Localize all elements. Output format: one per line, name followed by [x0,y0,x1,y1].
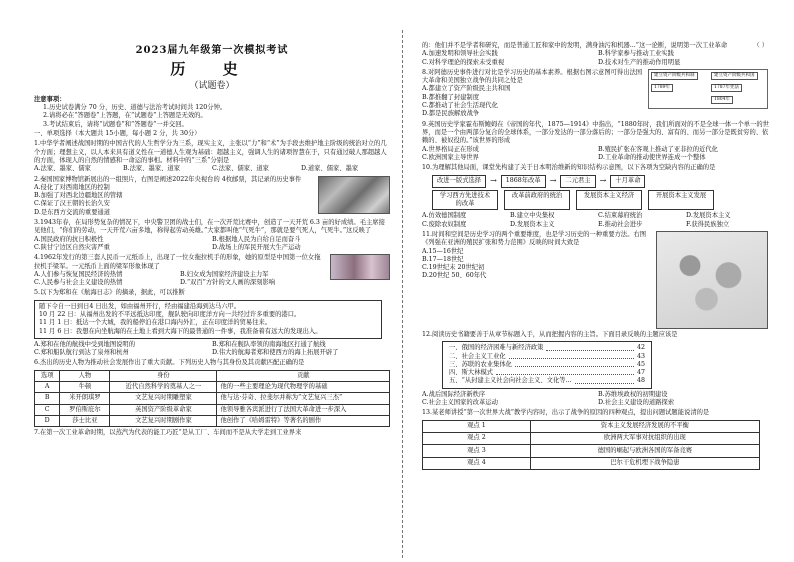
option-a: A.战后国际经济新秩序 [422,390,486,398]
option-a: A.15—16世纪 [422,247,464,255]
flow-box: 开展资本主义发展 [648,190,714,211]
question-2-stem: 2.秦国国家博物馆新展出的一组照片，右图是阐述2022年央视台的 4枚邮票，其记录的历史事件 [34,175,302,183]
option-c: C.都推动了社会生活现代化 [422,102,498,110]
option-a: A.世界格局正在形成 [422,145,479,153]
question-13-stem: 13.某老师讲授“第一次世界大战”教学内容时，出示了战争的原因的四种观点，提出问题试题能说清的是 [422,409,710,417]
question-10-options-row2 [422,221,774,229]
question-5 [34,289,390,357]
question-1-options [34,165,390,173]
option-f: F.获得民族独立 [686,220,730,228]
question-7-stem-continued: 的：他们并不是学者和研究，而是普通工匠和家中的发明，满身油污和机器...”这一论断，说明第一次工业革命 （ ） [422,42,768,49]
diagram-box: 1789年 [651,84,673,92]
option-d: D.技术对生产的推动作用明显 [598,58,681,66]
column-divider [402,30,403,558]
left-column [34,44,390,438]
table-cell: 文艺复兴时期剧作家 [110,415,217,426]
table-row [35,393,390,404]
question-1-stem: 1.中华学者阐述战国时期的中国古代的人生哲学分为三系，现实主义，主张以“力”和“术”为手段去维护地主阶级的统治对立的几个方面；理想主义，以人本来具有道义性在一道德人生观为基础：超越主义，强调人生的诸项智慧在于，只有通过破人那超越人的方面，体现人的自然的情感和一命运的事相。材料中的“三系”分别是 [34,140,387,164]
notes-title: 注意事项： [34,95,66,103]
flow-box: 学习西方先进技术的改革 [432,190,498,211]
flow-box: 1868年改革 [501,175,546,187]
question-4-options [34,271,326,288]
option-c: C.保证了汉王朝的长治久安 [34,200,110,208]
comparison-diagram [648,69,768,109]
table-row [423,420,760,432]
question-12 [422,331,774,407]
question-11-stem: 11.时间和空间是历史学习的两个重要维度，也是学习历史的一种重要方法。右图《列强在亚洲的殖民扩张和势力范围》反映的时间大致是 [422,230,647,247]
option-d: D.20世纪 50、60年代 [422,272,487,280]
option-b: B.殖民扩张在客观上推动了亚非拉的近代化 [598,145,718,153]
note-1: 1.历史试卷满分 70 分，历史、道德与法治考试时间共 120分钟。 [43,104,227,112]
option-d: D.是东西方交流的重要通道 [34,208,111,216]
option-c: C.社会主义国家的改革运动 [422,399,498,407]
option-a: A.侵化了对西南地区的控制 [34,183,110,191]
table-header: 人物 [60,370,110,381]
question-13 [422,409,774,469]
arrow-right-icon: → [549,176,557,186]
question-2 [34,176,390,217]
option-c2: C.废除农奴制度 [422,220,467,228]
option-a: A.人们参与恢复国民经济的热情 [34,270,123,278]
table-cell: 他领导雅各宾派进行了法国大革命进一步深入 [217,404,390,415]
option-d2: D.发展资本主义 [510,220,555,228]
option-c: C.欧洲国家主导世界 [422,153,479,161]
table-header: 身份 [110,370,217,381]
question-10-options [422,212,774,220]
table-cell: 莎士比亚 [60,415,110,426]
table-row [35,415,390,426]
table-cell: 巴尔干危机埋下战争隐患 [530,457,759,469]
option-a: A.加速发明和领导社会实践 [422,50,498,58]
table-header: 选项 [35,370,60,381]
flow-box: 二元君主 [560,175,595,187]
diagram-box: 1787年宪法 [711,84,742,92]
table-of-contents [442,341,652,388]
flow-diagram-lower [432,190,774,211]
table-header-row [35,370,390,381]
table-cell: 米开朗琪罗 [60,393,110,404]
question-5-options [34,341,390,358]
table-cell: 他创作了《哈姆雷特》等著名的剧作 [217,415,390,426]
question-11 [422,231,774,281]
option-a: A.郑和在他的航线中受到地图说明的 [34,340,136,348]
paper-type: （试题卷） [189,80,235,91]
question-10-stem: 10.为理解其他局面，课堂先构建了关于日本明治维新的知识结构示意图，以下各项为空缺内容的正确的是 [422,164,716,172]
table-cell: 他的一些主要理论为现代物理学的基础 [217,382,390,393]
table-row [423,445,760,457]
table-cell: 他与达·芬奇、拉斐尔并称为“文艺复兴三杰” [217,393,390,404]
person-table [34,370,390,427]
option-c: C.法家、儒家、道家 [212,165,269,173]
option-d: D.都是民族解放战争 [422,110,480,118]
toc-line: 五、“从封建主义社会向社会主义、文化等... 48 [449,377,645,385]
note-3: 3.考试结束后，请将“试题卷”和“答题卷”一并交回。 [43,120,188,128]
note-2: 2.请将必在“答题卷”上答题，在“试题卷”上答题是无效的。 [43,112,207,120]
subject-title: 历 史 [170,60,254,79]
question-3-options [34,236,390,253]
question-8 [422,69,774,119]
question-3 [34,219,390,252]
table-cell: A [35,382,60,393]
table-cell: 牛顿 [60,382,110,393]
option-d: D.伟大的航海者郑和使西方的海上拓展开辟了 [212,349,339,357]
option-b: B.建立中央集权 [510,212,555,220]
option-b: B.根据地人民为自给自足而奋斗 [212,235,301,243]
question-6 [34,359,390,427]
table-row [423,457,760,469]
table-cell: 观点 1 [423,420,531,432]
question-10 [422,164,774,229]
option-d: D.工业革命的推动使世界连成一个整体 [598,153,706,161]
option-d: D.“双百”方针的文人画的深刻影响 [180,279,276,287]
flow-box: 改革前政府的统治 [504,190,570,211]
option-b: B.妇女成为国家经济建设主力军 [180,270,269,278]
toc-line: 三、苏联的农业集体化 45 [449,360,645,368]
option-b: B.都推翻了封建制度 [422,93,480,101]
toc-line: 一、俄国的经济困难与新经济政策 42 [449,344,645,352]
table-cell: 英国资产阶级革命家 [110,404,217,415]
option-c: C.对科学理论的探索未受重视 [422,58,505,66]
option-a: A.都建立了资产阶级民主共和国 [422,85,511,93]
question-9-stem: 9.英国历史学家霍布斯鲍姆在《帝国的年代，1875—1914》中指出，“1880年时，我们所面对的不是全球一体一个单一的世界，而是一个由两部分复合的全球体系，一部分发达的一部分落后的；一部分是强大的、富有的、而另一部分是既贫穷的、依赖的、被奴役的。”该世界的形成 [422,120,769,145]
diagram-box: 建立资产阶级共和国 [711,72,758,80]
question-8-stem: 8.对阿德历史事件进行对比是学习历史的基本素养。根据右图示意图可得出法国大革命和美国独立战争的共同之处是 [422,68,643,85]
diary-box [34,300,382,339]
option-b: B.17—18世纪 [422,255,464,263]
diary-line: 随下令自一日到日4 日出发，如由福州开行，经由福建沿海到达马六甲。 [39,302,241,310]
flow-box: 发展资本主义经济 [576,190,642,211]
diary-line: 11 月 6 日：我想在向坐航海的在土地上看到大海下的最普通的一件事，我准备着有远大的发现出入。 [39,327,322,335]
banknote-image [330,254,390,280]
option-b: B.法家、墨家、道家 [123,165,181,173]
toc-line: 二、社会主义工业化 43 [449,352,645,360]
table-cell: 观点 3 [423,445,531,457]
question-5-stem: 5.以下为郑和在《航海日志》的摘录，据此，可以推断 [34,289,185,297]
option-c: C.19世纪末 20世纪初 [422,264,485,272]
table-header: 贡献 [217,370,390,381]
flow-box: 十月革命 [610,175,645,187]
exam-title: 2023届九年级第一次模拟考试 [135,45,289,56]
toc-line: 四、斯大林模式 47 [449,369,645,377]
diary-line: 11 月 1 日：抵达一个大城，我的船停泊在港口海内外汇，正在印度洋的贸易往来。 [39,319,272,327]
question-12-stem: 12.阅读历史书籍要善于从章节标题入手，从而把握内容的主旨。下面目录反映的主题应该是 [422,330,678,338]
question-1 [34,140,390,173]
option-d: D.社会主义建设的道路探索 [598,399,675,407]
question-7-continued [422,42,774,67]
diagram-box: 1804年 [711,96,733,104]
question-12-options [422,391,774,408]
table-cell: 观点 4 [423,457,531,469]
option-d: D.发展资本主义 [686,212,731,220]
table-cell: 罗伯斯庇尔 [60,404,110,415]
table-cell: 资本主义发展经济发展的不平衡 [530,420,759,432]
question-3-stem: 3.1943年春，在局形势复杂的情况下，中央警卫团的战士们，在一次开荒比赛中，创造了一天开荒 6.3 亩的好成绩。毛主席接见他们，“你们的劳动，一天开荒六亩多地，称得起劳动英雄。”大家都叫他“气死牛”，那就是要气死人，气死牛。”这反映了 [34,219,385,235]
option-d: D.战场上的军民开展大生产运动 [212,243,301,251]
table-row [35,382,390,393]
diagram-box: 建立资产阶级共和制 [651,72,698,80]
arrow-right-icon: → [599,176,607,186]
option-b: B.加强了对西北边疆地区的管辖 [34,192,123,200]
question-7-options [422,50,774,67]
question-9 [422,121,774,162]
arrow-right-icon: → [490,176,497,186]
stamp-image [318,176,390,214]
right-column [422,42,774,470]
option-c: C.郑和船队航行到达了泉州和杭州 [34,349,129,357]
option-a: A.国民政府的抗日积极性 [34,235,104,243]
colonial-map-image [656,231,768,329]
option-b: B.科学家参与推动工业实践 [598,50,674,58]
question-7-stem: 7.在第一次工业革命时期，以蒸汽为代表的能工巧匠“是从工厂、车间而不是从大学走到工业界来 [34,429,302,437]
flow-box: 改进一版式选择 [432,175,486,187]
table-cell: 德国的崛起与欧洲各国的军备竞赛 [530,445,759,457]
option-e: E.推动社会进步 [598,220,643,228]
table-row [35,404,390,415]
table-row [423,432,760,444]
table-cell: 欧洲两大军事对抗组织的出现 [530,432,759,444]
table-cell: 文艺复兴时期雕塑家 [110,393,217,404]
option-a: A.仿效德国制度 [422,212,467,220]
viewpoint-table [422,420,760,470]
table-cell: B [35,393,60,404]
diary-line: 10 月 22 日：从福州出发的不平远抵达印度，舰队驶向印度洋方向一共经过许多重要的港口。 [39,310,301,318]
question-4-stem: 4.1962年发行的第三套人民币一元纸币上，出现了一位女拖拉机手的形象，她的原型是中国第一位女拖拉机手梁军。一元纸币上面的梁军形象体现了 [34,254,321,270]
flow-diagram [432,175,774,187]
option-b: B.苏维埃政权的初期建设 [598,390,668,398]
table-cell: 观点 2 [423,432,531,444]
question-9-options [422,146,774,163]
table-cell: D [35,415,60,426]
section-heading: 一、单项选择（本大题共 15小题，每小题 2 分，共 30分） [34,130,201,138]
table-cell: 近代自然科学的奠基人之一 [110,382,217,393]
answer-bracket: （ ） [753,42,768,49]
option-a: A.法家、墨家、儒家 [34,165,91,173]
option-c: C.陕甘宁边区自然灾害严重 [34,243,110,251]
question-7 [34,429,390,437]
option-d: D.道家、儒家、墨家 [301,165,359,173]
question-4 [34,254,390,287]
table-cell: C [35,404,60,415]
question-6-stem: 6.杰出的历史人物为推动社会发展作出了重大贡献。下列历史人物与其身份及其贡献匹配正确的是 [34,359,305,367]
option-b: B.郑和在舰队率领的南海地区打通了航线 [212,340,326,348]
option-c: C.结束幕府统治 [598,212,643,220]
option-c: C.人民参与社会主义建设的热情 [34,279,123,287]
